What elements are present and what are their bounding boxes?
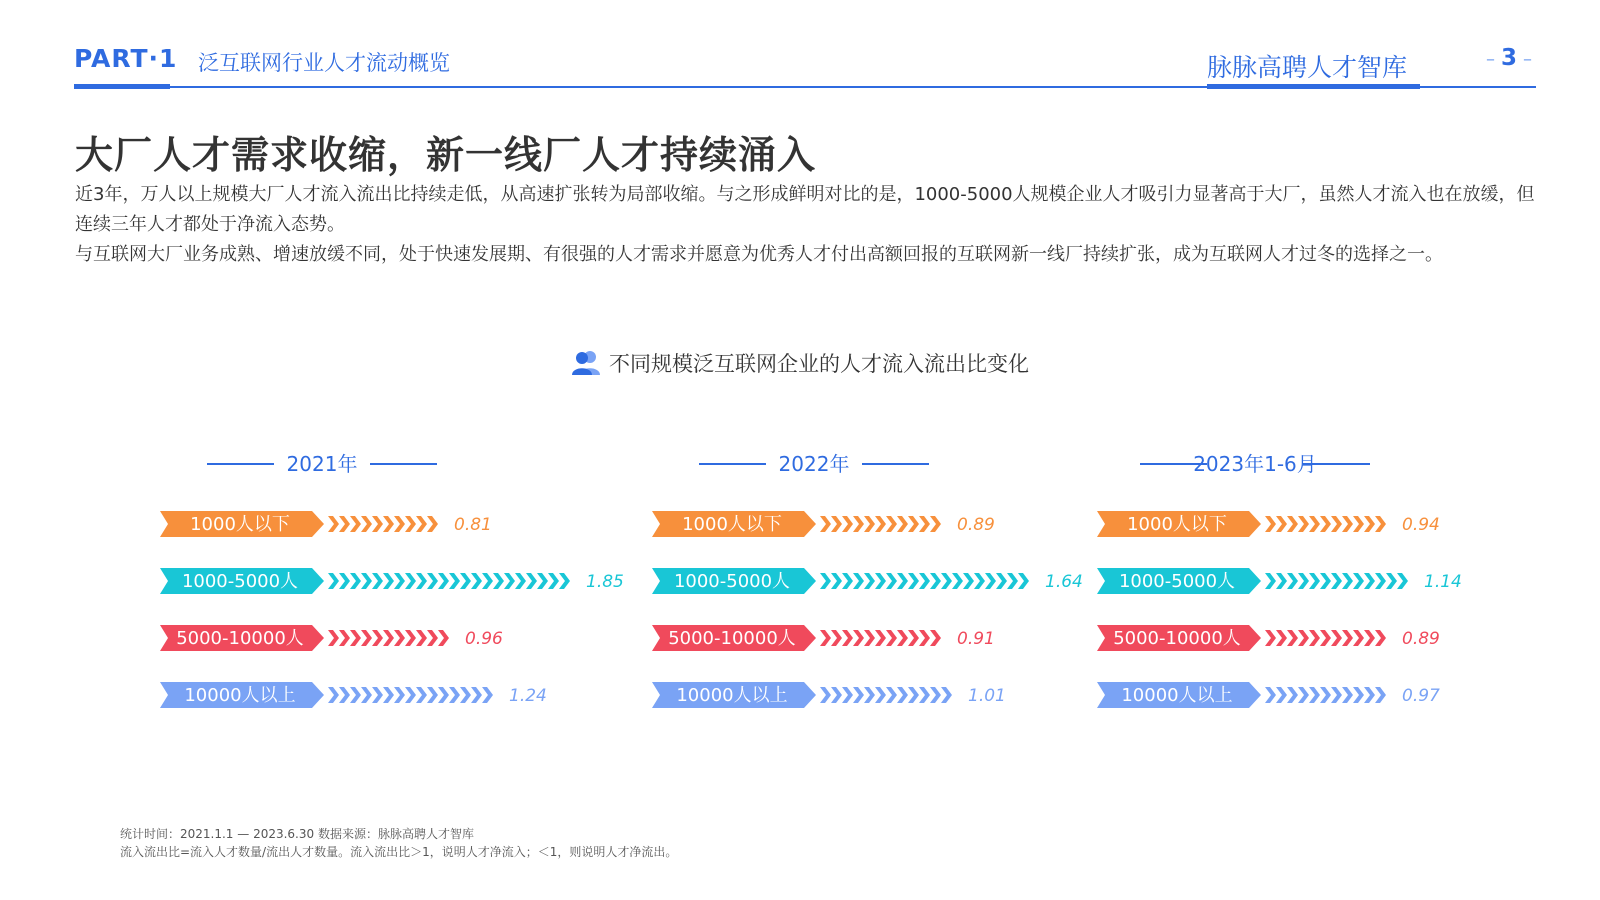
bar-chevron [1007, 573, 1018, 589]
bar-chevron [1331, 687, 1342, 703]
bar-chevron [1364, 630, 1375, 646]
category-label: 1000人以下 [682, 514, 782, 535]
footnote-definition: 流入流出比=流入人才数量/流出人才数量。流入流出比＞1，说明人才净流入；＜1，则说明人才净流出。 [120, 845, 678, 859]
bar-chevron [1320, 516, 1331, 532]
bar-chevron [339, 573, 350, 589]
bar-chevron [897, 516, 908, 532]
bar-chevron [919, 516, 930, 532]
bar-chevron [427, 687, 438, 703]
value-label: 0.89 [957, 515, 995, 535]
bar-chevron [1331, 630, 1342, 646]
bar-chevron [1287, 687, 1298, 703]
bar-chevron [853, 516, 864, 532]
panel-title: 2022年 [778, 452, 850, 476]
bar-chevron [864, 573, 875, 589]
bar-chevron [405, 573, 416, 589]
bar-chevron [996, 573, 1007, 589]
bar-chevron [1353, 630, 1364, 646]
bar-chevron [405, 630, 416, 646]
bar-chevron [416, 630, 427, 646]
value-label: 1.01 [968, 686, 1006, 706]
bar-chevron [875, 573, 886, 589]
bar-chevron [908, 573, 919, 589]
category-label: 1000人以下 [1127, 514, 1227, 535]
bar-chevron [842, 516, 853, 532]
bar-chevron [460, 687, 471, 703]
bar-chevron [328, 516, 339, 532]
bar-chevron [875, 516, 886, 532]
page-number: – 3 – [1486, 45, 1533, 71]
bar-chevron [361, 573, 372, 589]
bar-chevron [831, 687, 842, 703]
bar-chevron [471, 687, 482, 703]
bar-chevron [1298, 516, 1309, 532]
category-label: 10000人以上 [1121, 685, 1233, 706]
page-title: 大厂人才需求收缩，新一线厂人才持续涌入 [75, 133, 817, 177]
bar-chevron [1386, 573, 1397, 589]
value-label: 1.64 [1045, 572, 1083, 592]
bar-chevron [886, 516, 897, 532]
bar-chevron [1265, 516, 1276, 532]
bar-chevron [831, 516, 842, 532]
bar-chevron [908, 516, 919, 532]
value-label: 1.24 [509, 686, 547, 706]
bar-chevron [963, 573, 974, 589]
value-label: 0.97 [1402, 686, 1440, 706]
bar-chevron [383, 573, 394, 589]
bar-chevron [1298, 687, 1309, 703]
bar-chevron [1375, 687, 1386, 703]
bar-chevron [482, 573, 493, 589]
bar-chevron [820, 516, 831, 532]
bar-chevron [328, 630, 339, 646]
bar-chevron [361, 630, 372, 646]
category-label: 5000-10000人 [668, 628, 796, 649]
paragraph-2: 与互联网大厂业务成熟、增速放缓不同，处于快速发展期、有很强的人才需求并愿意为优秀人才付出高额回报的互联网新一线厂持续扩张，成为互联网人才过冬的选择之一。 [75, 244, 1443, 265]
bar-chevron [1375, 630, 1386, 646]
bar-chevron [1353, 516, 1364, 532]
bar-chevron [1320, 573, 1331, 589]
bar-chevron [952, 573, 963, 589]
bar-chevron [1265, 687, 1276, 703]
value-label: 1.85 [586, 572, 624, 592]
bar-chevron [438, 630, 449, 646]
bar-chevron [1298, 630, 1309, 646]
bar-chevron [820, 630, 831, 646]
brand-name: 脉脉高聘人才智库 [1207, 53, 1408, 82]
bar-chevron [350, 687, 361, 703]
bar-chevron [449, 687, 460, 703]
bar-chevron [1331, 573, 1342, 589]
bar-chevron [886, 573, 897, 589]
section-title: 泛互联网行业人才流动概览 [198, 51, 450, 75]
bar-chevron [405, 516, 416, 532]
bar-chevron [831, 630, 842, 646]
bar-chevron [974, 573, 985, 589]
bar-chevron [875, 630, 886, 646]
bar-chevron [1353, 687, 1364, 703]
bar-chevron [427, 516, 438, 532]
bar-chevron [383, 630, 394, 646]
bar-chevron [383, 516, 394, 532]
bar-chevron [1287, 630, 1298, 646]
bar-chevron [842, 687, 853, 703]
bar-chevron [985, 573, 996, 589]
bar-chevron [1331, 516, 1342, 532]
bar-chevron [394, 516, 405, 532]
bar-chevron [919, 573, 930, 589]
value-label: 0.96 [465, 629, 503, 649]
bar-chevron [820, 687, 831, 703]
bar-chevron [842, 573, 853, 589]
bar-chevron [1342, 687, 1353, 703]
bar-chevron [930, 687, 941, 703]
bar-chevron [1342, 516, 1353, 532]
bar-chevron [416, 573, 427, 589]
bar-chevron [897, 630, 908, 646]
value-label: 0.91 [957, 629, 995, 649]
category-label: 5000-10000人 [176, 628, 304, 649]
bar-chevron [350, 516, 361, 532]
bar-chevron [438, 573, 449, 589]
bar-chevron [941, 687, 952, 703]
bar-chevron [1309, 573, 1320, 589]
category-label: 1000-5000人 [673, 571, 791, 592]
category-label: 5000-10000人 [1113, 628, 1241, 649]
value-label: 0.81 [454, 515, 492, 535]
bar-chevron [361, 687, 372, 703]
bar-chevron [537, 573, 548, 589]
bar-chevron [1298, 573, 1309, 589]
value-label: 1.14 [1424, 572, 1462, 592]
category-label: 1000-5000人 [181, 571, 299, 592]
bar-chevron [864, 630, 875, 646]
bar-chevron [394, 573, 405, 589]
bar-chevron [1018, 573, 1029, 589]
bar-chevron [1375, 573, 1386, 589]
bar-chevron [1265, 630, 1276, 646]
panel-title: 2021年 [286, 452, 358, 476]
bar-chevron [919, 630, 930, 646]
bar-chevron [886, 630, 897, 646]
bar-chevron [438, 687, 449, 703]
bar-chevron [1364, 516, 1375, 532]
chart-title-text: 不同规模泛互联网企业的人才流入流出比变化 [609, 352, 1029, 376]
bar-chevron [853, 687, 864, 703]
bar-chevron [1287, 516, 1298, 532]
bar-chevron [449, 573, 460, 589]
bar-chevron [1309, 687, 1320, 703]
bar-chevron [897, 687, 908, 703]
panel-title: 2023年1-6月 [1193, 452, 1317, 476]
bar-chevron [897, 573, 908, 589]
bar-chevron [1320, 630, 1331, 646]
bar-chevron [930, 516, 941, 532]
bar-chevron [1276, 687, 1287, 703]
bar-chevron [372, 687, 383, 703]
bar-chevron [1364, 687, 1375, 703]
bar-chevron [416, 687, 427, 703]
value-label: 0.89 [1402, 629, 1440, 649]
bar-chevron [1276, 516, 1287, 532]
bar-chevron [526, 573, 537, 589]
bar-chevron [328, 573, 339, 589]
bar-chevron [548, 573, 559, 589]
bar-chevron [1309, 516, 1320, 532]
bar-chevron [515, 573, 526, 589]
bar-chevron [864, 516, 875, 532]
value-label: 0.94 [1402, 515, 1440, 535]
bar-chevron [372, 516, 383, 532]
bar-chevron [372, 630, 383, 646]
part-label: PART·1 [74, 44, 178, 73]
category-label: 1000人以下 [190, 514, 290, 535]
bar-chevron [482, 687, 493, 703]
bar-chevron [820, 573, 831, 589]
bar-chevron [339, 516, 350, 532]
bar-chevron [559, 573, 570, 589]
bar-chevron [394, 630, 405, 646]
bar-chevron [328, 687, 339, 703]
bar-chevron [493, 573, 504, 589]
bar-chevron [875, 687, 886, 703]
bar-chevron [1320, 687, 1331, 703]
bar-chevron [1265, 573, 1276, 589]
bar-chevron [394, 687, 405, 703]
bar-chevron [1375, 516, 1386, 532]
category-label: 10000人以上 [676, 685, 788, 706]
bar-chevron [416, 516, 427, 532]
bar-chevron [864, 687, 875, 703]
bar-chevron [886, 687, 897, 703]
bar-chevron [941, 573, 952, 589]
bar-chevron [831, 573, 842, 589]
bar-chevron [1397, 573, 1408, 589]
bar-chevron [1276, 630, 1287, 646]
bar-chevron [460, 573, 471, 589]
bar-chevron [372, 573, 383, 589]
bar-chevron [427, 573, 438, 589]
bar-chevron [471, 573, 482, 589]
page-number-value: 3 [1501, 45, 1518, 71]
paragraph-1: 近3年，万人以上规模大厂人才流入流出比持续走低，从高速扩张转为局部收缩。与之形成鲜明对比的是，1000-5000人规模企业人才吸引力显著高于大厂，虽然人才流入也在放缓，但连续三年人才都处于净流入态势。 [75, 184, 1535, 235]
bar-chevron [1342, 630, 1353, 646]
bar-chevron [930, 630, 941, 646]
bar-chevron [1287, 573, 1298, 589]
bar-chevron [427, 630, 438, 646]
bar-chevron [908, 630, 919, 646]
bar-chevron [339, 687, 350, 703]
bar-chevron [361, 516, 372, 532]
bar-chevron [383, 687, 394, 703]
bar-chevron [339, 630, 350, 646]
footnote-source: 统计时间：2021.1.1 — 2023.6.30 数据来源：脉脉高聘人才智库 [120, 827, 474, 841]
bar-chevron [853, 630, 864, 646]
bar-chevron [350, 630, 361, 646]
bar-chevron [1309, 630, 1320, 646]
category-label: 10000人以上 [184, 685, 296, 706]
bar-chevron [504, 573, 515, 589]
bar-chevron [405, 687, 416, 703]
bar-chevron [350, 573, 361, 589]
bar-chevron [930, 573, 941, 589]
bar-chevron [1353, 573, 1364, 589]
bar-chevron [853, 573, 864, 589]
bar-chevron [1364, 573, 1375, 589]
category-label: 1000-5000人 [1118, 571, 1236, 592]
bar-chevron [1276, 573, 1287, 589]
bar-chevron [842, 630, 853, 646]
bar-chevron [1342, 573, 1353, 589]
bar-chevron [908, 687, 919, 703]
bar-chevron [919, 687, 930, 703]
